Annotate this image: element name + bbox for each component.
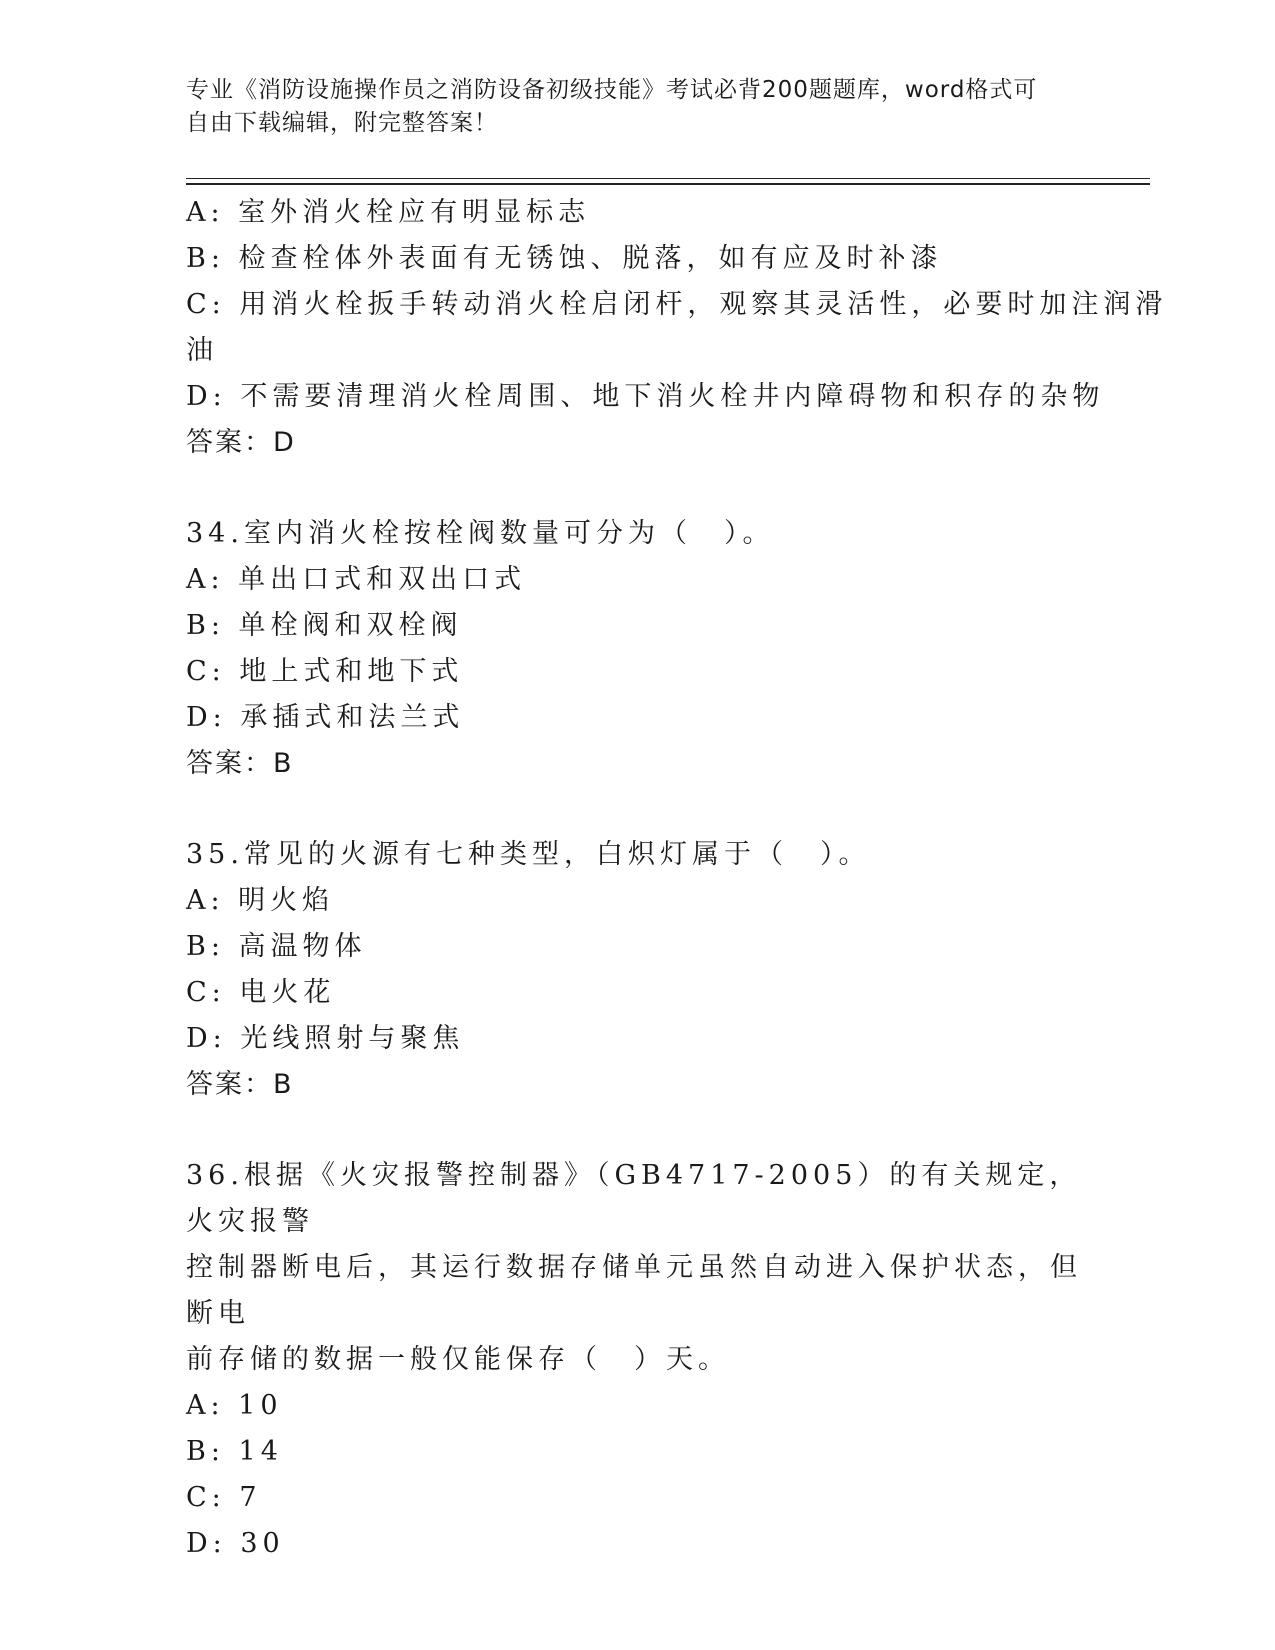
option-a: A: 室外消火栓应有明显标志 [186, 197, 591, 228]
question-block-34 [186, 511, 1086, 787]
option-d: D: 不需要清理消火栓周围、地下消火栓井内障碍物和积存的杂物 [186, 381, 1105, 412]
option-d: D: 30 [186, 1528, 285, 1559]
question-text-line-1: 36.根据《火灾报警控制器》（GB4717-2005）的有关规定，火灾报警 [186, 1160, 1082, 1237]
answer: 答案：D [186, 427, 296, 458]
option-b: B: 14 [186, 1436, 283, 1467]
option-b: B: 高温物体 [186, 931, 367, 962]
option-c: C: 7 [186, 1482, 262, 1513]
spacer [186, 466, 1086, 511]
option-b: B: 单栓阀和双栓阀 [186, 610, 463, 641]
question-text: 35.常见的火源有七种类型，白炽灯属于（ ）。 [186, 839, 871, 870]
option-c: C: 电火花 [186, 977, 336, 1008]
option-d: D: 承插式和法兰式 [186, 702, 465, 733]
question-text-line-3: 前存储的数据一般仅能保存（ ）天。 [186, 1344, 730, 1375]
question-text-line-2: 控制器断电后，其运行数据存储单元虽然自动进入保护状态，但断电 [186, 1252, 1082, 1329]
option-c: C: 用消火栓扳手转动消火栓启闭杆，观察其灵活性，必要时加注润滑 [186, 289, 1168, 320]
option-a: A: 10 [186, 1390, 283, 1421]
header-line-1: 专业《消防设施操作员之消防设备初级技能》考试必背200题题库，word格式可 [186, 77, 1038, 103]
header-divider-thin [186, 178, 1150, 179]
option-c: C: 地上式和地下式 [186, 656, 464, 687]
spacer [186, 787, 1086, 832]
question-block-35 [186, 832, 1086, 1108]
spacer [186, 1108, 1086, 1153]
header-line-2: 自由下载编辑，附完整答案！ [186, 110, 498, 136]
header-divider-thick [186, 183, 1150, 185]
option-c-continued: 油 [186, 335, 218, 366]
answer: 答案：B [186, 1069, 294, 1100]
option-d: D: 光线照射与聚焦 [186, 1023, 465, 1054]
option-a: A: 单出口式和双出口式 [186, 564, 527, 595]
answer: 答案：B [186, 748, 294, 779]
question-text: 34.室内消火栓按栓阀数量可分为（ ）。 [186, 518, 775, 549]
document-header [186, 74, 1066, 140]
question-list [186, 190, 1168, 1567]
question-block-36 [186, 1153, 1086, 1567]
option-a: A: 明火焰 [186, 885, 335, 916]
question-block-33 [186, 190, 1168, 466]
option-b: B: 检查栓体外表面有无锈蚀、脱落，如有应及时补漆 [186, 243, 943, 274]
